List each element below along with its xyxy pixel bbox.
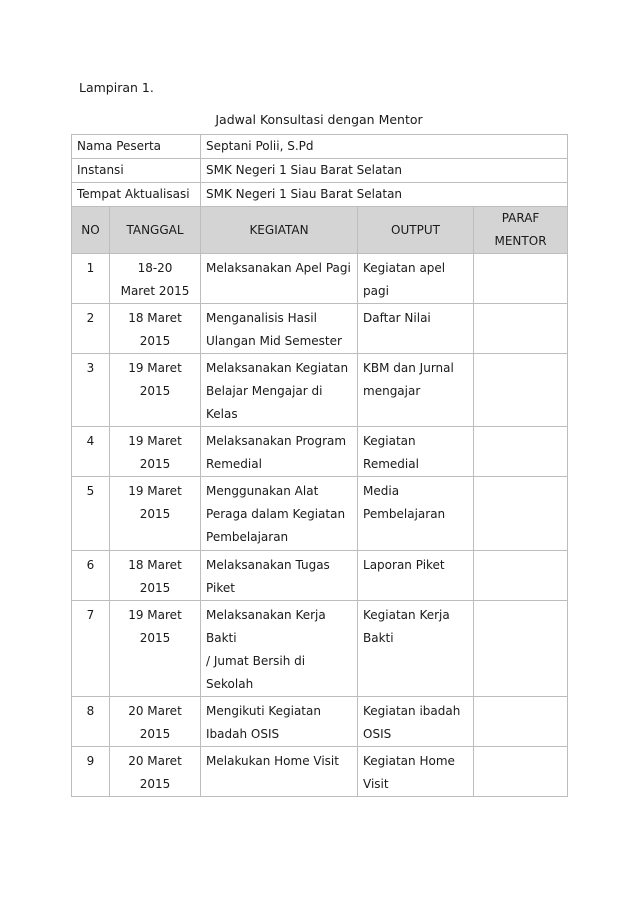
header-no: NO <box>72 207 110 254</box>
cell-no: 1 <box>72 254 110 304</box>
cell-kegiatan-line: Melakukan Home Visit <box>206 754 339 768</box>
table-row <box>72 601 568 697</box>
cell-output-line: OSIS <box>363 727 392 741</box>
cell-kegiatan <box>201 551 358 601</box>
cell-output-line: Kegiatan ibadah <box>363 704 461 718</box>
cell-no: 2 <box>72 304 110 354</box>
cell-kegiatan-line: Belajar Mengajar di Kelas <box>206 384 323 421</box>
cell-no: 6 <box>72 551 110 601</box>
table-header-row <box>72 207 568 254</box>
cell-output-line: Pembelajaran <box>363 507 446 521</box>
cell-no: 3 <box>72 354 110 427</box>
header-output: OUTPUT <box>358 207 474 254</box>
cell-tanggal <box>110 427 201 477</box>
cell-paraf <box>474 697 568 747</box>
table-row <box>72 551 568 601</box>
info-value: SMK Negeri 1 Siau Barat Selatan <box>201 183 568 207</box>
cell-kegiatan <box>201 304 358 354</box>
cell-kegiatan <box>201 427 358 477</box>
cell-output-line: Kegiatan Remedial <box>363 434 419 471</box>
cell-tanggal <box>110 601 201 697</box>
cell-kegiatan-line: Mengikuti Kegiatan <box>206 704 321 718</box>
cell-kegiatan-line: Menganalisis Hasil <box>206 311 317 325</box>
cell-tanggal <box>110 354 201 427</box>
cell-output-line: Daftar Nilai <box>363 311 431 325</box>
info-value: Septani Polii, S.Pd <box>201 135 568 159</box>
cell-output <box>358 477 474 551</box>
cell-tanggal-line: Maret 2015 <box>120 284 190 298</box>
cell-tanggal-line: 20 Maret 2015 <box>128 754 182 791</box>
cell-kegiatan <box>201 601 358 697</box>
cell-output-line: mengajar <box>363 384 421 398</box>
cell-kegiatan <box>201 697 358 747</box>
header-paraf-line: PARAF <box>501 211 540 225</box>
table-row <box>72 304 568 354</box>
header-paraf-mentor <box>474 207 568 254</box>
cell-kegiatan-line: Pembelajaran <box>206 530 289 544</box>
cell-tanggal-line: 19 Maret 2015 <box>128 434 182 471</box>
table-row <box>72 697 568 747</box>
cell-tanggal <box>110 254 201 304</box>
cell-paraf <box>474 304 568 354</box>
info-row-participant <box>72 135 568 159</box>
cell-no: 5 <box>72 477 110 551</box>
cell-no: 4 <box>72 427 110 477</box>
info-label: Nama Peserta <box>72 135 201 159</box>
cell-tanggal-line: 20 Maret 2015 <box>128 704 182 741</box>
cell-paraf <box>474 477 568 551</box>
cell-output <box>358 601 474 697</box>
cell-paraf <box>474 354 568 427</box>
cell-kegiatan-line: Melaksanakan Program <box>206 434 347 448</box>
cell-kegiatan <box>201 747 358 797</box>
cell-kegiatan-line: Remedial <box>206 457 262 471</box>
cell-paraf <box>474 551 568 601</box>
cell-kegiatan-line: Melaksanakan Kerja Bakti <box>206 608 326 645</box>
table-row <box>72 354 568 427</box>
cell-kegiatan-line: Ibadah OSIS <box>206 727 280 741</box>
cell-output-line: KBM dan Jurnal <box>363 361 454 375</box>
cell-tanggal-line: 19 Maret 2015 <box>128 484 182 521</box>
info-value: SMK Negeri 1 Siau Barat Selatan <box>201 159 568 183</box>
cell-tanggal <box>110 747 201 797</box>
cell-kegiatan <box>201 254 358 304</box>
cell-kegiatan-line: Melaksanakan Kegiatan <box>206 361 349 375</box>
cell-tanggal-line: 19 Maret 2015 <box>128 608 182 645</box>
info-label: Tempat Aktualisasi <box>72 183 201 207</box>
cell-paraf <box>474 254 568 304</box>
cell-tanggal <box>110 477 201 551</box>
cell-output-line: Media <box>363 484 400 498</box>
cell-kegiatan <box>201 354 358 427</box>
cell-paraf <box>474 601 568 697</box>
header-tanggal: TANGGAL <box>110 207 201 254</box>
cell-output <box>358 427 474 477</box>
info-row-institution <box>72 159 568 183</box>
table-row <box>72 427 568 477</box>
cell-output-line: Kegiatan apel pagi <box>363 261 446 298</box>
cell-tanggal-line: 18-20 <box>137 261 173 275</box>
cell-output-line: Kegiatan Kerja <box>363 608 450 622</box>
cell-tanggal-line: 19 Maret 2015 <box>128 361 182 398</box>
cell-output <box>358 747 474 797</box>
cell-paraf <box>474 747 568 797</box>
cell-kegiatan-line: Melaksanakan Tugas <box>206 558 330 572</box>
table-row <box>72 747 568 797</box>
cell-output-line: Kegiatan Home <box>363 754 455 768</box>
cell-no: 7 <box>72 601 110 697</box>
cell-kegiatan-line: Menggunakan Alat <box>206 484 319 498</box>
document-title: Jadwal Konsultasi dengan Mentor <box>215 112 423 127</box>
cell-tanggal <box>110 697 201 747</box>
cell-output <box>358 697 474 747</box>
cell-output <box>358 551 474 601</box>
cell-output-line: Laporan Piket <box>363 558 445 572</box>
cell-output-line: Bakti <box>363 631 394 645</box>
cell-kegiatan-line: Peraga dalam Kegiatan <box>206 507 346 521</box>
attachment-label: Lampiran 1. <box>79 80 154 95</box>
cell-tanggal-line: 18 Maret 2015 <box>128 311 182 348</box>
cell-kegiatan-line: Piket <box>206 581 235 595</box>
cell-kegiatan-line: / Jumat Bersih di Sekolah <box>206 654 306 691</box>
cell-output <box>358 304 474 354</box>
table-row <box>72 477 568 551</box>
cell-tanggal <box>110 551 201 601</box>
cell-kegiatan <box>201 477 358 551</box>
cell-tanggal-line: 18 Maret 2015 <box>128 558 182 595</box>
table-row <box>72 254 568 304</box>
info-label: Instansi <box>72 159 201 183</box>
cell-tanggal <box>110 304 201 354</box>
cell-no: 9 <box>72 747 110 797</box>
cell-paraf <box>474 427 568 477</box>
cell-output <box>358 254 474 304</box>
cell-no: 8 <box>72 697 110 747</box>
cell-kegiatan-line: Melaksanakan Apel Pagi <box>206 261 351 275</box>
cell-output-line: Visit <box>363 777 389 791</box>
header-mentor-line: MENTOR <box>494 234 547 248</box>
consultation-schedule-table <box>71 134 568 797</box>
header-kegiatan: KEGIATAN <box>201 207 358 254</box>
cell-kegiatan-line: Ulangan Mid Semester <box>206 334 342 348</box>
info-row-location <box>72 183 568 207</box>
cell-output <box>358 354 474 427</box>
